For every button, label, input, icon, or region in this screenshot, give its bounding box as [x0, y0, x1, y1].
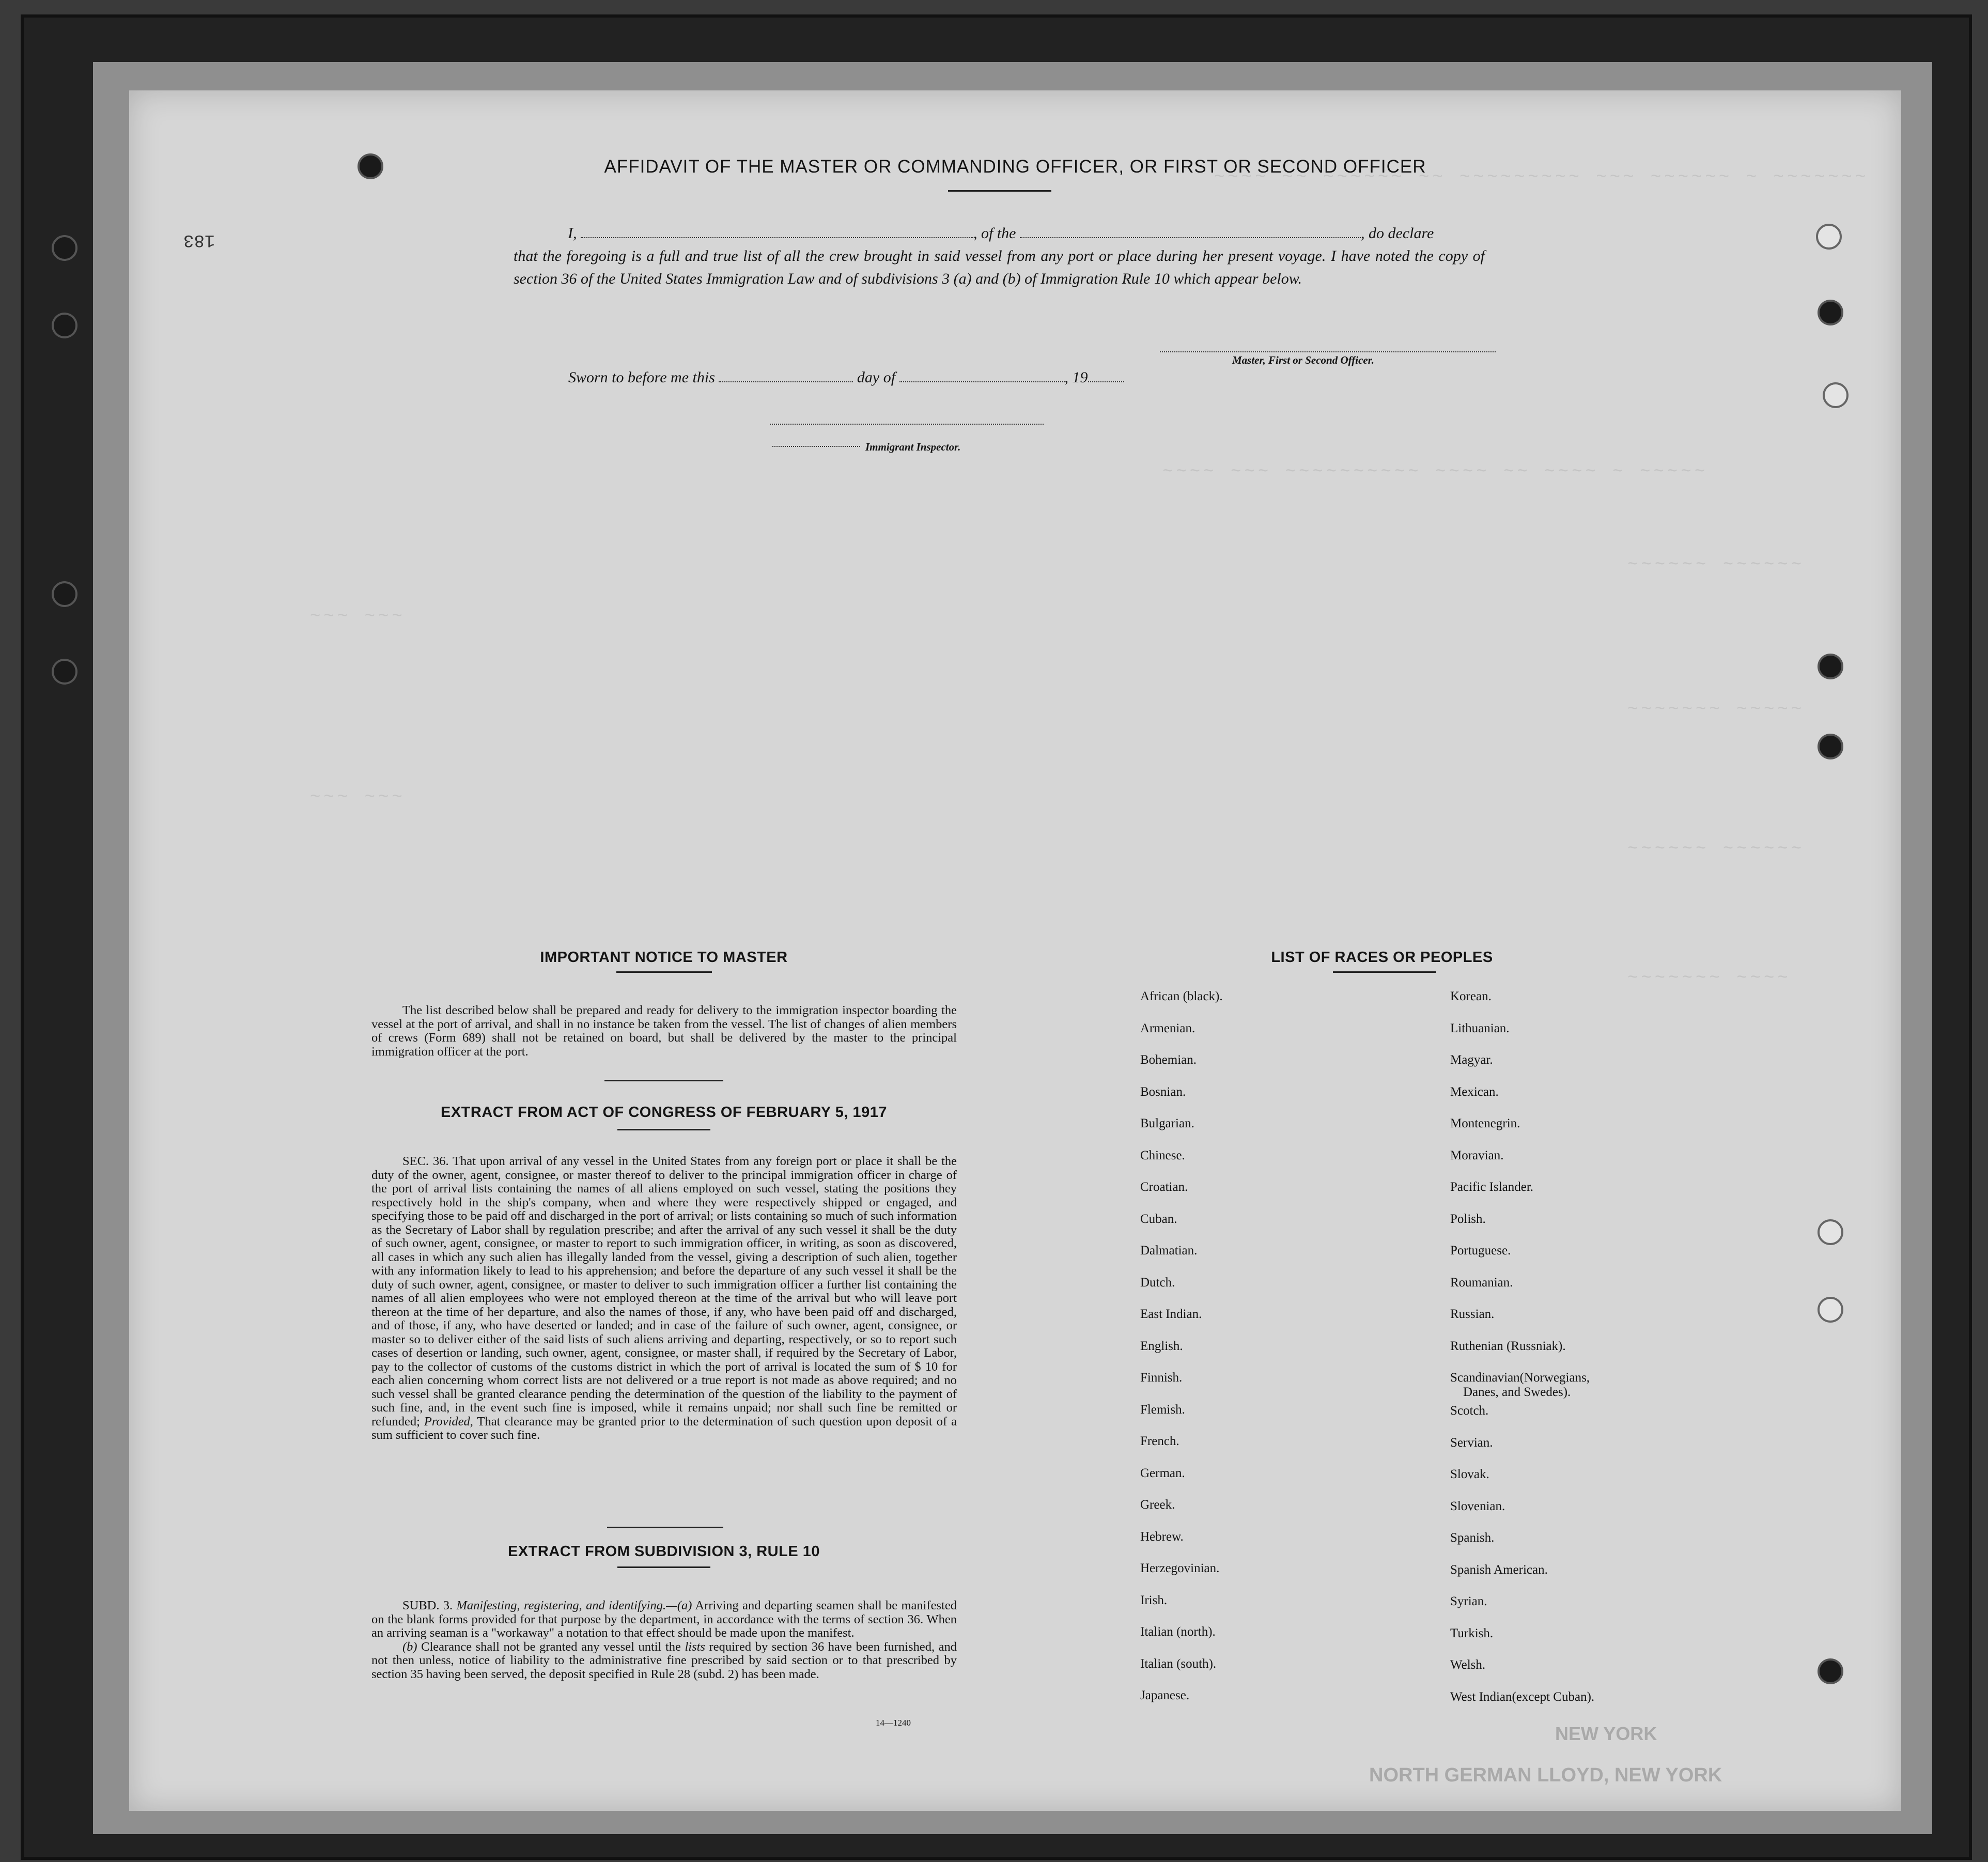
sworn-day-blank[interactable] [719, 367, 853, 382]
binder-hole-icon [1816, 224, 1842, 250]
binder-hole-icon [1818, 1658, 1843, 1684]
vessel-blank[interactable] [1020, 223, 1361, 238]
race-item: Syrian. [1450, 1594, 1487, 1608]
sworn-year-blank[interactable] [1088, 367, 1124, 382]
race-item: Polish. [1450, 1212, 1486, 1226]
race-item: Slovenian. [1450, 1499, 1505, 1513]
divider [1333, 971, 1436, 973]
sworn-line: Sworn to before me this day of , 19 [568, 367, 1124, 386]
race-item: Irish. [1140, 1593, 1168, 1607]
divider [617, 1566, 710, 1568]
bleedthrough-text: ~~~~~~ ~~~~~~ [1627, 840, 1805, 859]
race-item: Moravian. [1450, 1148, 1504, 1162]
race-item: Slovak. [1450, 1467, 1489, 1481]
race-item: Lithuanian. [1450, 1021, 1510, 1035]
race-item: Korean. [1450, 989, 1492, 1003]
signature-caption: Master, First or Second Officer. [1232, 354, 1374, 366]
company-stamp-line2: NORTH GERMAN LLOYD, NEW YORK [1369, 1764, 1722, 1786]
race-item: Magyar. [1450, 1053, 1493, 1067]
divider [604, 1080, 723, 1081]
race-item: Scotch. [1450, 1404, 1489, 1418]
race-item: East Indian. [1140, 1307, 1202, 1321]
race-item: Hebrew. [1140, 1529, 1184, 1544]
inspector-signature-line[interactable] [770, 424, 1044, 425]
races-title: LIST OF RACES OR PEOPLES [1271, 949, 1493, 966]
form-number: 14—1240 [876, 1718, 911, 1728]
race-item: Turkish. [1450, 1626, 1494, 1640]
inspector-caption: Immigrant Inspector. [865, 441, 961, 453]
bleedthrough-text: ~~~~ ~~ ~~~~~~ ~~ ~~~~~~~~~ ~~~ ~~~~~~ ~ ~~~~~~~ [1214, 168, 1869, 188]
race-item: Greek. [1140, 1498, 1175, 1512]
race-item: Finnish. [1140, 1371, 1183, 1385]
divider [617, 1129, 710, 1130]
extract-rule-title: EXTRACT FROM SUBDIVISION 3, RULE 10 [507, 1543, 820, 1560]
affidavit-body [514, 222, 1485, 290]
race-item: Scandinavian(Norwegians, Danes, and Swedes). [1450, 1371, 1590, 1399]
race-item: Cuban. [1140, 1212, 1177, 1226]
race-item: Bohemian. [1140, 1053, 1197, 1067]
races-column-1 [1140, 989, 1223, 1720]
company-stamp-line1: NEW YORK [1555, 1723, 1657, 1744]
affidavit-text: that the foregoing is a full and true list of all the crew brought in said vessel from any port or place during her present voyage. I have noted the copy of section 36 of the United States Immigration Law and of subdivisions 3 (a) and (b) of Immigration Rule 10 which appear below. [514, 247, 1485, 287]
race-item: Russian. [1450, 1307, 1495, 1321]
race-item: West Indian(except Cuban). [1450, 1689, 1595, 1704]
margin-number: 183 [183, 230, 215, 250]
document-page [129, 90, 1901, 1811]
race-item: Welsh. [1450, 1658, 1486, 1672]
inspector-short-line [772, 446, 860, 447]
race-item: Spanish. [1450, 1531, 1495, 1545]
binder-hole-icon [52, 235, 77, 261]
race-item: Croatian. [1140, 1180, 1188, 1194]
extract-act-text: SEC. 36. That upon arrival of any vessel in the United States from any foreign port or place it shall be the duty of the owner, agent, consignee, or master thereof to deliver to the principal immigration officer in charge of the port of arrival lists containing the names of all aliens employed on such vessel, stating the positions they respectively hold in the ship's company, when and where they were respectively shipped or engaged, and specifying those to be paid off and discharged in the port of arrival; or lists containing so much of such information as the Secretary of Labor shall by regulation prescribe; and after the arrival of any such vessel it shall be the duty of such owner, agent, consignee, or master to report to such immigration officer, in writing, as soon as discovered, all cases in which any such alien has illegally landed from the vessel, giving a description of such alien, together with any information likely to lead to his apprehension; and before the departure of any such vessel it shall be the duty of such owner, agent, consignee, or master to deliver to such immigration officer a further list containing the names of all alien employees who were not employed thereon at the time of the arrival but who will leave port thereon at the time of her departure, and also the names of those, if any, who have been paid off and discharged, and of those, if any, who have deserted or landed; and in case of the failure of such owner, agent, consignee, or master so to deliver either of the said lists of such aliens arriving and departing, respectively, or so to report such cases of desertion or landing, such owner, agent, consignee, or master shall, if required by the Secretary of Labor, pay to the collector of customs of the customs district in which the port of arrival is located the sum of $ 10 for each alien concerning whom correct lists are not delivered or a true report is not made as above required; and no such vessel shall be granted clearance pending the determination of the question of the liability to the payment of such fine, and, in the event such fine is imposed, while it remains unpaid; nor shall such fine be remitted or refunded; Provided, That clearance may be granted prior to the determination of such question upon deposit of a sum sufficient to cover such fine. [371, 1154, 957, 1442]
bleedthrough-text: ~~~~~~ ~~~~~~ [1627, 555, 1805, 575]
affidavit-title: AFFIDAVIT OF THE MASTER OR COMMANDING OFFICER, OR FIRST OR SECOND OFFICER [604, 157, 1426, 177]
divider [607, 1527, 723, 1528]
race-item: Mexican. [1450, 1084, 1499, 1099]
binder-hole-icon [52, 659, 77, 685]
binder-hole-icon [1818, 734, 1843, 759]
bleedthrough-text: ~~~~~~~ ~~~~~ [1627, 700, 1805, 720]
divider [616, 971, 712, 973]
race-item: English. [1140, 1339, 1183, 1353]
race-item: Bosnian. [1140, 1084, 1186, 1099]
bleedthrough-text: ~~~~~~~ ~~~~ [1627, 969, 1791, 988]
binder-hole-icon [1818, 1297, 1843, 1323]
extract-act-title: EXTRACT FROM ACT OF CONGRESS OF FEBRUARY 5, 1917 [440, 1104, 888, 1121]
race-item: Bulgarian. [1140, 1116, 1194, 1130]
bleedthrough-text: ~~~~ ~~~ ~~~~~~~~~~ ~~~~ ~~ ~~~~ ~ ~~~~~ [1162, 462, 1709, 482]
race-item: Herzegovinian. [1140, 1561, 1220, 1575]
race-item: German. [1140, 1466, 1185, 1480]
race-item: Chinese. [1140, 1148, 1185, 1162]
race-item: French. [1140, 1434, 1179, 1448]
race-item: Japanese. [1140, 1688, 1190, 1702]
notice-title: IMPORTANT NOTICE TO MASTER [540, 949, 788, 966]
race-item: Roumanian. [1450, 1275, 1513, 1290]
race-item: Servian. [1450, 1435, 1493, 1450]
binder-hole-icon [1818, 1219, 1843, 1245]
race-item: Portuguese. [1450, 1244, 1511, 1258]
bleedthrough-text: ~~~ ~~~ [310, 788, 406, 808]
binder-hole-icon [1818, 300, 1843, 325]
extract-rule-text: SUBD. 3. Manifesting, registering, and identifying.—(a) Arriving and departing seamen shall be manifested on the blank forms provided for that purpose by the department, in accordance with the terms of section 36. When an arriving seaman is a "workaway" a notation to that effect should be made upon the manifest. (b) Clearance shall not be granted any vessel until the lists required by section 36 have been furnished, and not then unless, notice of liability to the administrative fine prescribed by said section or to that prescribed by section 35 having been served, the deposit specified in Rule 28 (subd. 2) has been made. [371, 1599, 957, 1681]
race-item: Armenian. [1140, 1021, 1195, 1035]
binder-hole-icon [52, 581, 77, 607]
race-item: Montenegrin. [1450, 1116, 1520, 1130]
race-item: African (black). [1140, 989, 1223, 1003]
binder-hole-icon [1818, 654, 1843, 679]
name-blank[interactable] [581, 223, 973, 238]
race-item: Dutch. [1140, 1275, 1175, 1290]
signature-line[interactable] [1160, 351, 1496, 352]
binder-hole-icon [1823, 382, 1849, 408]
race-item: Italian (north). [1140, 1625, 1216, 1639]
notice-text: The list described below shall be prepared and ready for delivery to the immigration inspector boarding the vessel at the port of arrival, and shall in no instance be taken from the vessel. The list of changes of alien members of crews (Form 689) shall not be retained on board, but shall be delivered by the master to the principal immigration officer at the port. [371, 1003, 957, 1059]
race-item: Dalmatian. [1140, 1244, 1198, 1258]
binder-hole-icon [52, 313, 77, 338]
sworn-month-blank[interactable] [899, 367, 1065, 382]
race-item: Italian (south). [1140, 1656, 1217, 1671]
races-column-2 [1450, 989, 1594, 1721]
affidavit-first-line: I, , of the , do declare [514, 222, 1485, 245]
race-item: Spanish American. [1450, 1562, 1548, 1577]
race-item: Ruthenian (Russniak). [1450, 1339, 1566, 1353]
divider [948, 190, 1051, 192]
bleedthrough-text: ~~~ ~~~ [310, 607, 406, 627]
race-item: Pacific Islander. [1450, 1180, 1534, 1194]
race-item: Flemish. [1140, 1402, 1185, 1417]
